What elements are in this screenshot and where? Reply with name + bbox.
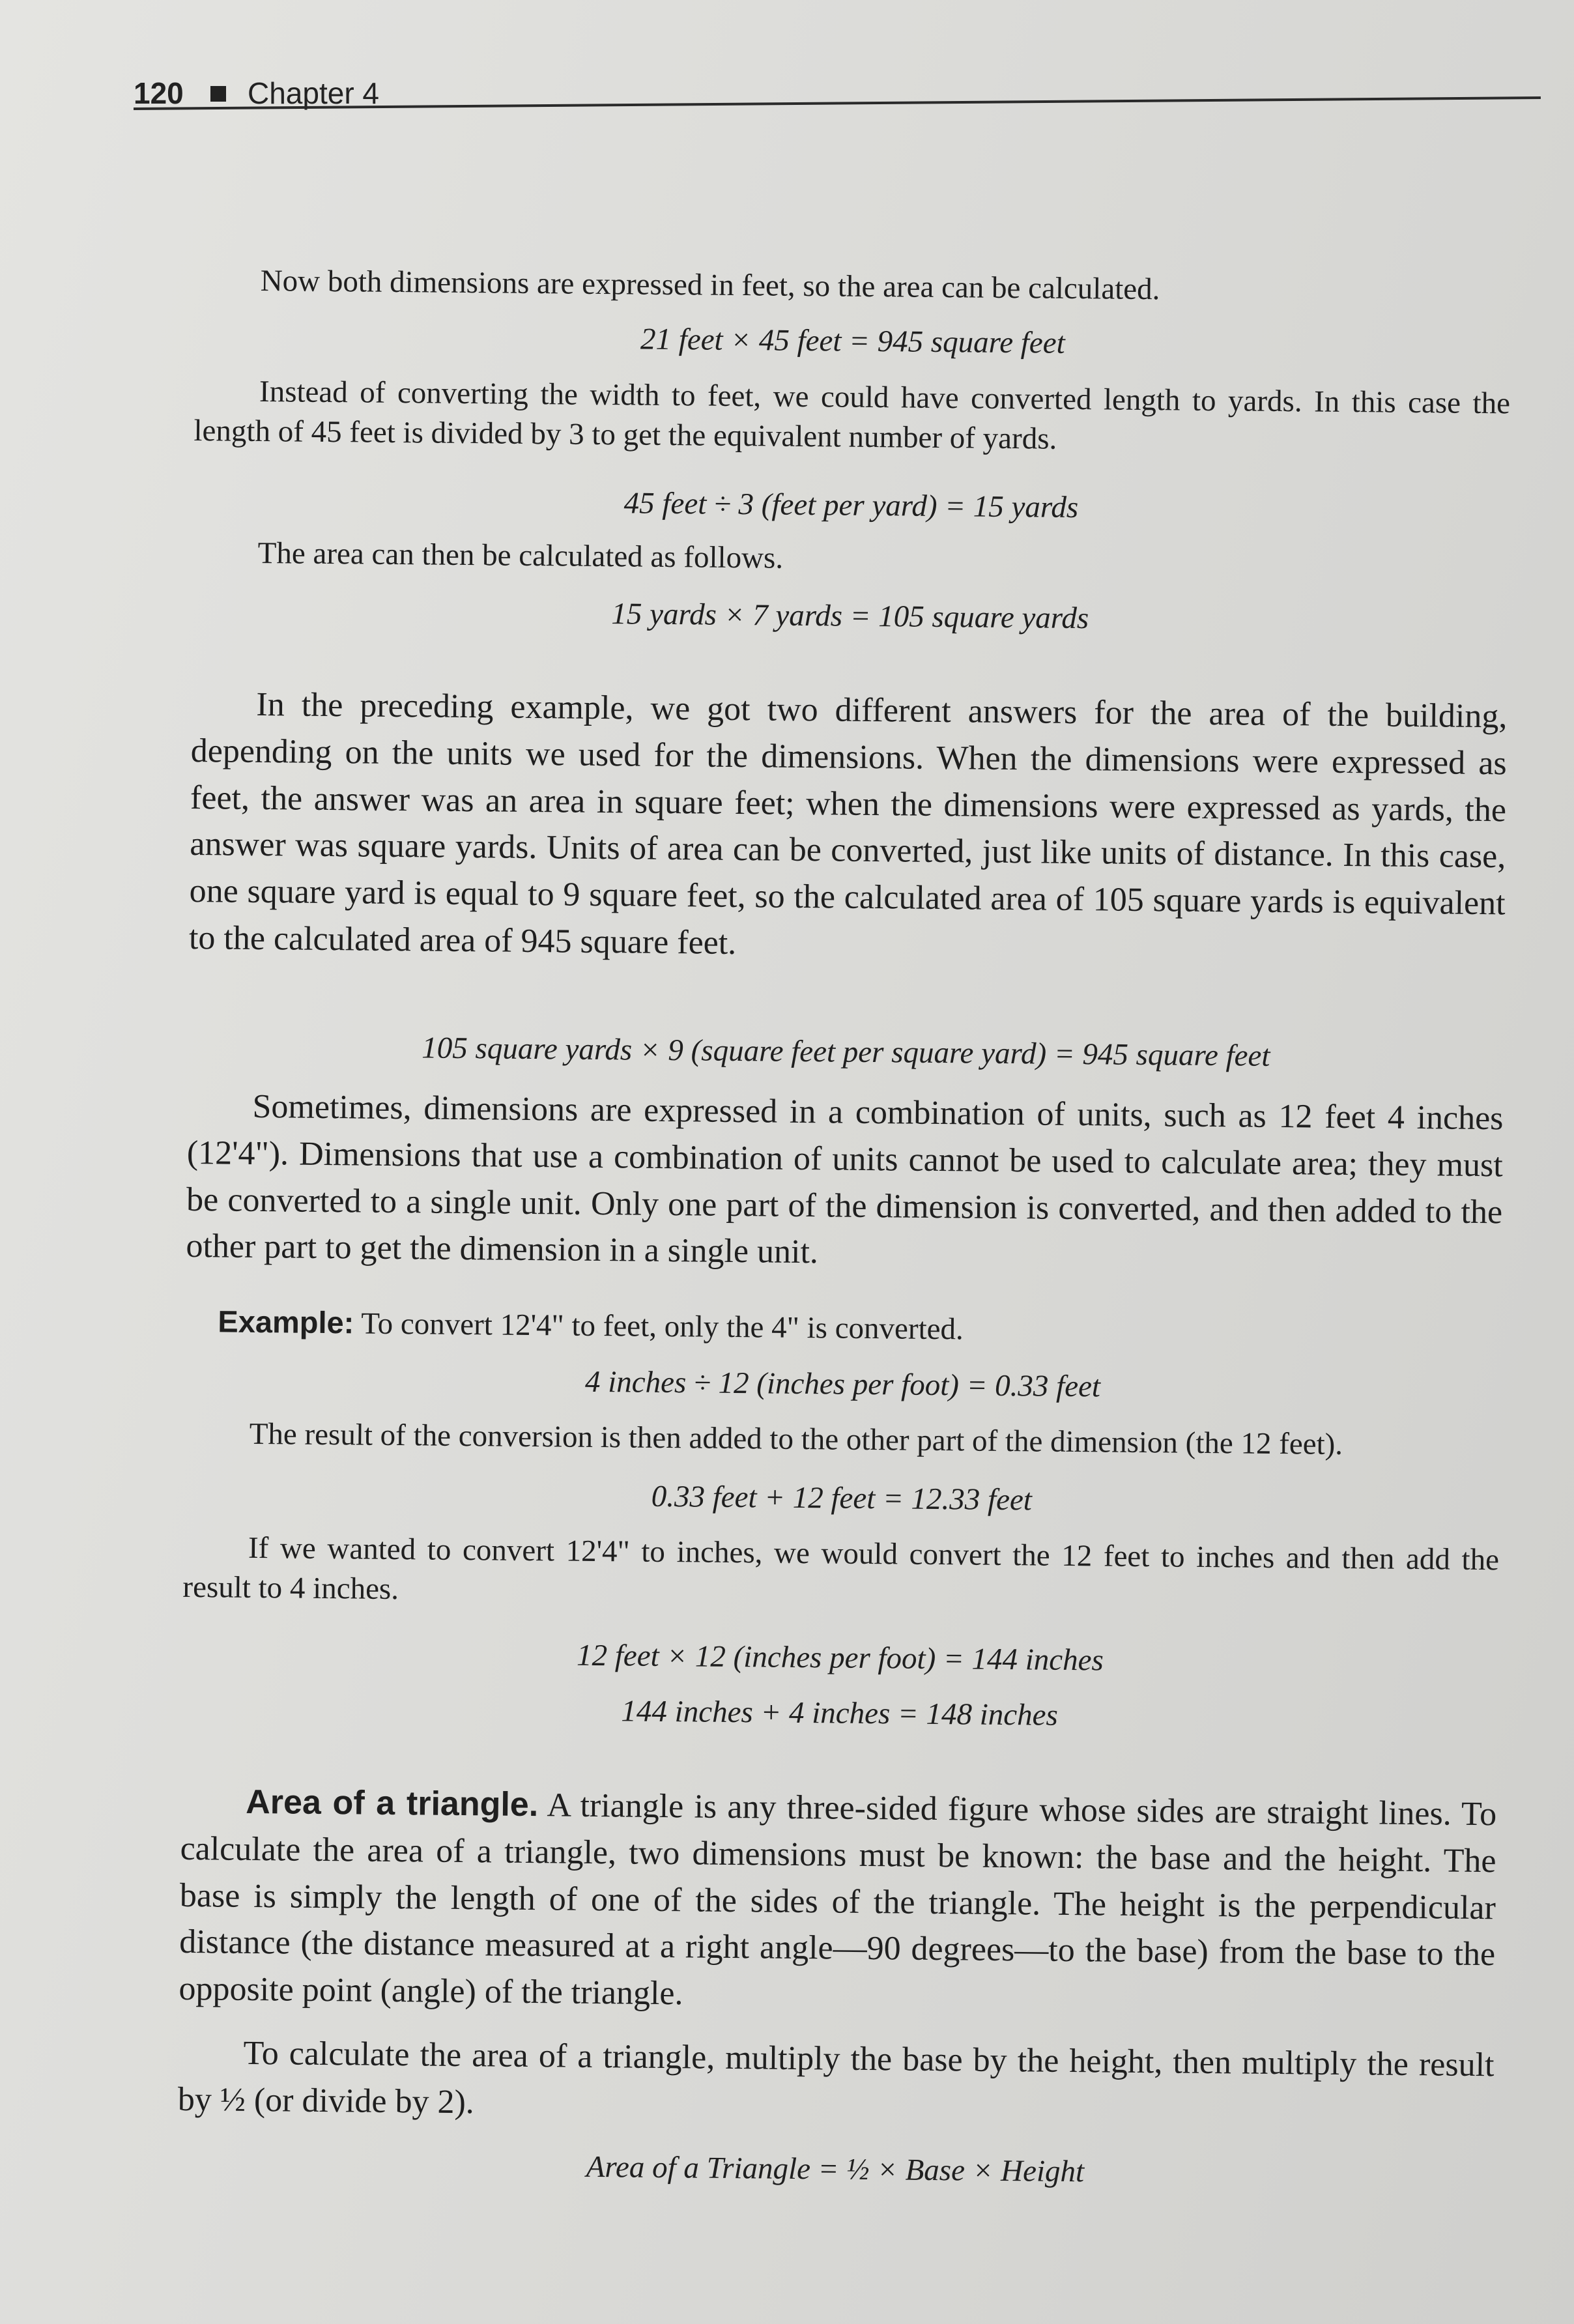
running-header — [134, 72, 1541, 117]
paragraph: Now both dimensions are expressed in feet, so the area can be calculated. — [260, 263, 1160, 307]
formula: 45 feet ÷ 3 (feet per yard) = 15 yards — [623, 486, 1079, 525]
formula: 0.33 feet + 12 feet = 12.33 feet — [651, 1479, 1033, 1517]
paragraph: The result of the conversion is then added to the other part of the dimension (the 12 feet). — [249, 1416, 1343, 1461]
formula: Area of a Triangle = ½ × Base × Height — [586, 2149, 1085, 2189]
section-heading: Area of a triangle. — [246, 1783, 539, 1824]
formula: 21 feet × 45 feet = 945 square feet — [640, 322, 1065, 360]
formula: 4 inches ÷ 12 (inches per foot) = 0.33 feet — [584, 1364, 1101, 1404]
section-text: A triangle is any three-sided figure whose sides are straight lines. To calculate the area of a triangle, two dimensions must be known: the base and the height. The base is simply the length of one of the sides of the triangle. The height is the perpendicular distance (the distance measured at a right angle—90 degrees—to the base) from the base to the opposite point (angle) of the triangle. — [179, 1786, 1497, 2013]
paragraph: The area can then be calculated as follows. — [257, 536, 784, 575]
formula: 12 feet × 12 (inches per foot) = 144 inches — [576, 1638, 1104, 1678]
paragraph: If we wanted to convert 12'4" to inches, we would convert the 12 feet to inches and then add the result to 4 inches. — [182, 1530, 1500, 1607]
example-label: Example: — [218, 1304, 354, 1340]
paragraph: To calculate the area of a triangle, multiply the base by the height, then multiply the result by ½ (or divide by 2). — [177, 2034, 1495, 2121]
example-line — [185, 1301, 1502, 1355]
paragraph — [179, 1779, 1496, 2025]
paragraph: Sometimes, dimensions are expressed in a combination of units, such as 12 feet 4 inches (12'4"). Dimensions that use a combination of units cannot be used to calculate area; they must be converted to a single unit. Only one part of the dimension is converted, and then added to the other part to get the dimension in a single unit. — [186, 1087, 1504, 1271]
example-text: To convert 12'4" to feet, only the 4" is converted. — [354, 1306, 964, 1347]
header-square-bullet — [210, 86, 226, 102]
paragraph: Instead of converting the width to feet, we could have converted length to yards. In this case the length of 45 feet is divided by 3 to get the equivalent number of yards. — [193, 374, 1511, 456]
paragraph: In the preceding example, we got two different answers for the area of the building, depending on the units we used for the dimensions. When the dimensions were expressed as feet, the answer was an area in square feet; when the dimensions were expressed as yards, the answer was square yards. Units of area can be converted, just like units of distance. In this case, one square yard is equal to 9 square feet, so the calculated area of 105 square yards is equivalent to the calculated area of 945 square feet. — [188, 685, 1508, 962]
formula: 105 square yards × 9 (square feet per square yard) = 945 square feet — [422, 1031, 1270, 1073]
page-body — [177, 261, 1511, 2189]
page-number: 120 — [134, 76, 184, 110]
formula: 144 inches + 4 inches = 148 inches — [621, 1694, 1059, 1732]
chapter-title: Chapter 4 — [248, 76, 380, 110]
formula: 15 yards × 7 yards = 105 square yards — [611, 597, 1089, 636]
